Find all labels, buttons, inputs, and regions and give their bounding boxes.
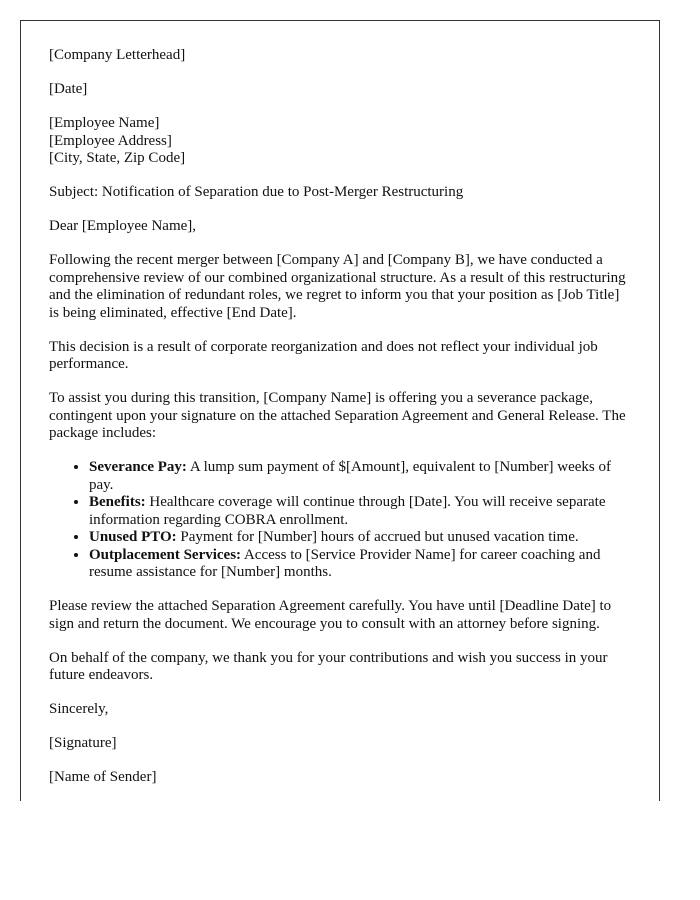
recipient-name: [Employee Name] [49, 115, 160, 131]
company-letterhead: [Company Letterhead] [49, 47, 186, 63]
package-item-severance-pay [89, 459, 631, 494]
signature-placeholder: [Signature] [49, 735, 117, 751]
package-item-text: Healthcare coverage will continue through [Date]. You will receive separate information regarding COBRA enrollment. [89, 494, 606, 528]
sender-name: [Name of Sender] [49, 769, 157, 785]
body-paragraph-merger: Following the recent merger between [Company A] and [Company B], we have conducted a comprehensive review of our combined organizational structure. As a result of this restructuring and the elimination of redundant roles, we regret to inform you that your position as [Job Title] is being eliminated, effective [End Date]. [49, 252, 626, 321]
package-item-label: Outplacement Services: [89, 546, 242, 563]
package-item-text: Access to [Service Provider Name] for career coaching and resume assistance for [Number] months. [89, 546, 601, 580]
recipient-city-state-zip: [City, State, Zip Code] [49, 150, 186, 166]
salutation: Dear [Employee Name], [49, 218, 197, 234]
recipient-block [49, 115, 631, 168]
package-item-unused-pto [89, 529, 631, 547]
body-paragraph-severance: To assist you during this transition, [Company Name] is offering you a severance package, contingent upon your signature on the attached Separation Agreement and General Release. The package includes: [49, 390, 626, 441]
letter-document [20, 20, 660, 801]
package-item-benefits [89, 494, 631, 529]
package-item-label: Benefits: [89, 494, 146, 510]
body-paragraph-decision: This decision is a result of corporate reorganization and does not reflect your individual job performance. [49, 338, 598, 372]
package-item-label: Severance Pay: [89, 459, 187, 475]
closing-paragraph-thanks: On behalf of the company, we thank you for your contributions and wish you success in your future endeavors. [49, 649, 608, 683]
subject-line: Subject: Notification of Separation due to Post-Merger Restructuring [49, 184, 464, 200]
recipient-address: [Employee Address] [49, 132, 172, 149]
valediction: Sincerely, [49, 701, 109, 717]
package-list [49, 459, 631, 582]
package-item-outplacement [89, 547, 631, 582]
package-item-text: A lump sum payment of $[Amount], equivalent to [Number] weeks of pay. [89, 459, 611, 493]
closing-paragraph-review: Please review the attached Separation Agreement carefully. You have until [Deadline Date] to sign and return the document. We encourage you to consult with an attorney before signing. [49, 598, 612, 632]
package-item-text: Payment for [Number] hours of accrued but unused vacation time. [176, 529, 579, 545]
package-item-label: Unused PTO: [89, 529, 177, 545]
letter-date: [Date] [49, 81, 88, 97]
